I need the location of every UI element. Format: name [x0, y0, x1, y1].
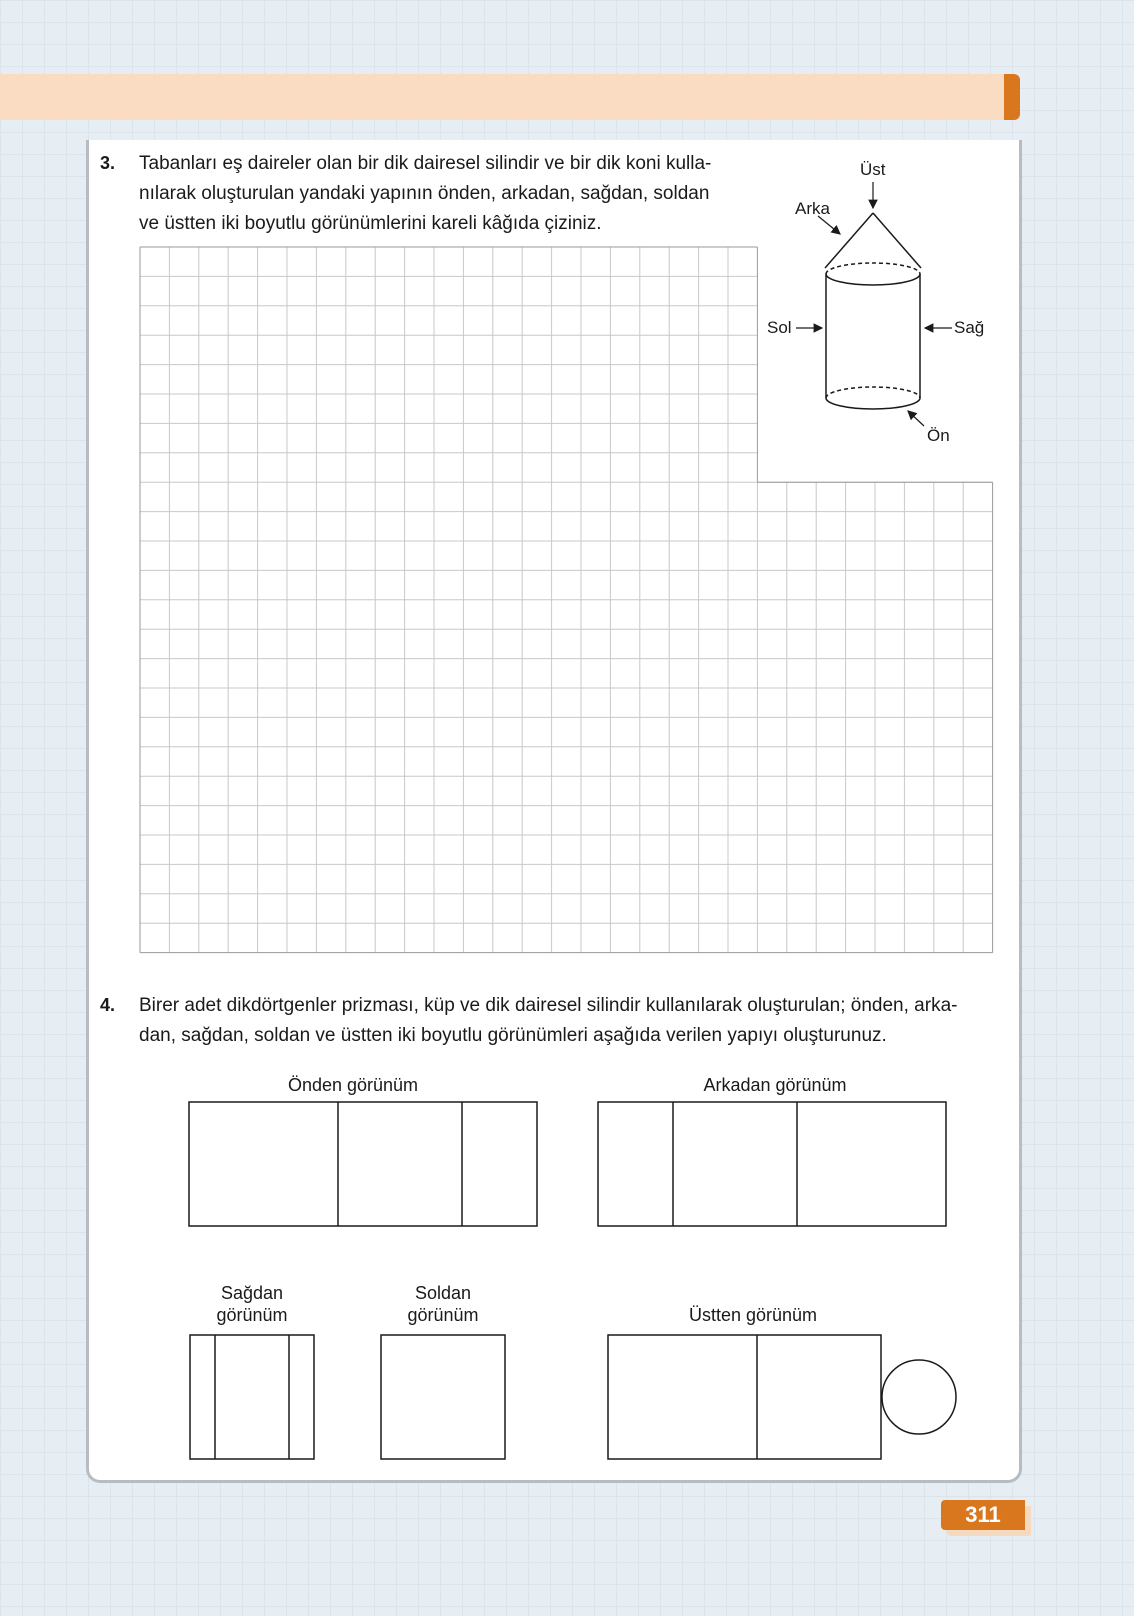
question-3-line-2: nılarak oluşturulan yandaki yapının önden, arkadan, sağdan, soldan: [139, 183, 710, 204]
front-view-outline: [189, 1102, 537, 1226]
right-view-label-line-1: Sağdan: [220, 1283, 284, 1303]
label-ust: Üst: [860, 160, 886, 179]
top-view-outline: [608, 1335, 881, 1459]
left-view-label-line-1: Soldan: [414, 1283, 472, 1303]
question-4-line-2: dan, sağdan, soldan ve üstten iki boyutlu görünümleri aşağıda verilen yapıyı oluşturunuz.: [139, 1025, 887, 1046]
label-sag: Sağ: [954, 318, 985, 337]
question-3-line-3: ve üstten iki boyutlu görünümlerini kareli kâğıda çiziniz.: [139, 213, 602, 234]
back-view-outline: [598, 1102, 946, 1226]
left-view-label-line-2: görünüm: [407, 1305, 479, 1325]
right-view-outline: [190, 1335, 314, 1459]
label-sol: Sol: [767, 318, 792, 337]
question-3-line-1: Tabanları eş daireler olan bir dik dairesel silindir ve bir dik koni kulla-: [139, 153, 712, 174]
right-view-label-line-2: görünüm: [216, 1305, 288, 1325]
left-view-outline: [381, 1335, 505, 1459]
front-view-label: Önden görünüm: [287, 1075, 419, 1095]
top-view-label: Üstten görünüm: [688, 1305, 818, 1325]
label-on: Ön: [927, 426, 950, 445]
top-view-circle: [882, 1360, 956, 1434]
question-3-number: 3.: [100, 153, 116, 173]
question-4-line-1: Birer adet dikdörtgenler prizması, küp ve dik dairesel silindir kullanılarak oluşturulan; önden, arka-: [139, 995, 958, 1016]
question-4-number: 4.: [100, 995, 116, 1015]
back-view-label: Arkadan görünüm: [703, 1075, 847, 1095]
page-number-badge: 311: [941, 1500, 1025, 1530]
label-arka: Arka: [795, 199, 830, 218]
